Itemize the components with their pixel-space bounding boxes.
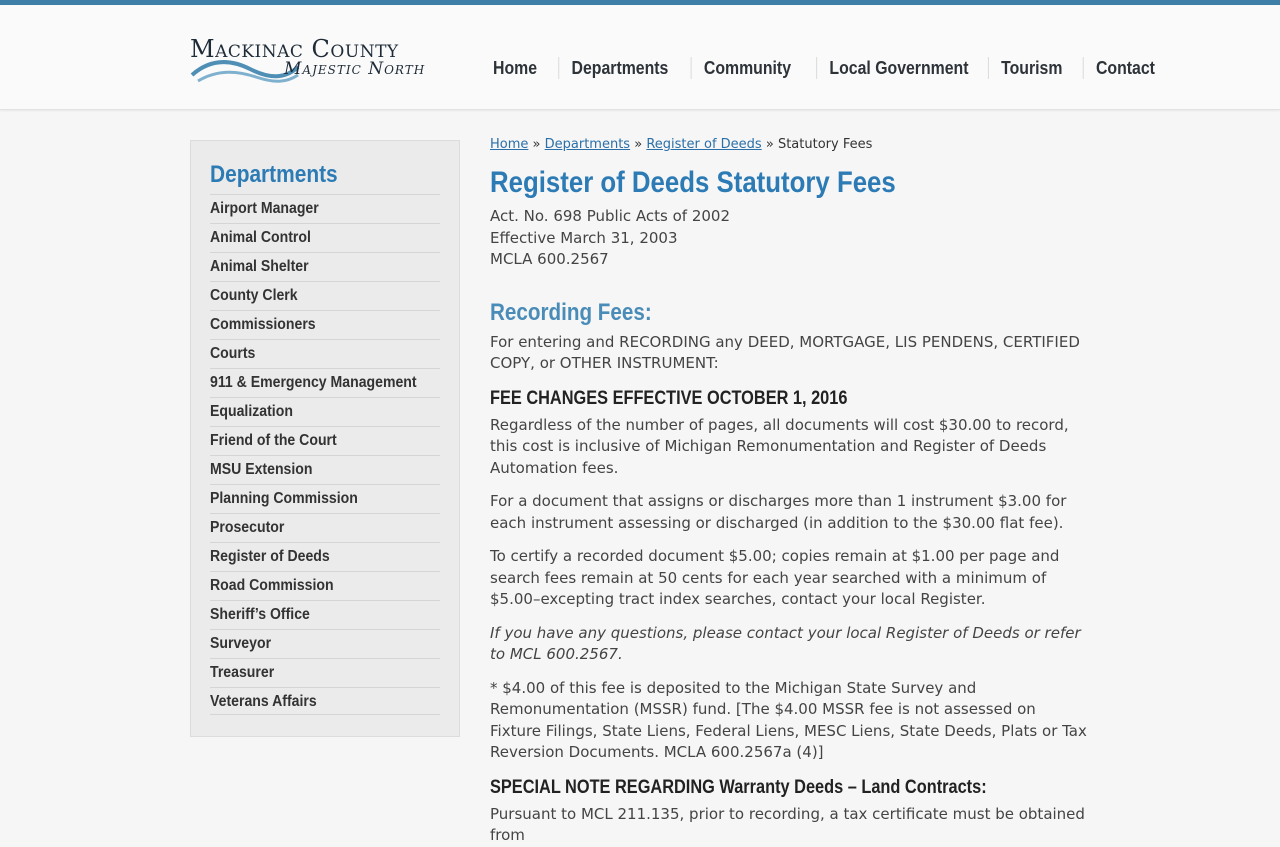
sidebar-item-equalization[interactable]: Equalization — [210, 397, 440, 425]
fee-paragraph-assign: For a document that assigns or discharges more than 1 instrument $3.00 for each instrument assessing or discharged (in addition to the $30.00 flat fee). — [490, 492, 1067, 532]
fee-paragraph-flat: Regardless of the number of pages, all documents will cost $30.00 to record, this cost is inclusive of Michigan Remonumentation and Register of Deeds Automation fees. — [490, 415, 1069, 477]
recording-fees-heading: Recording Fees: — [490, 298, 652, 326]
sidebar-item-treasurer[interactable]: Treasurer — [210, 658, 440, 686]
mssr-footnote: * $4.00 of this fee is deposited to the Michigan State Survey and Remonumentation (MSSR) fund. [The $4.00 MSSR fee is not assessed on Fixture Filings, State Liens, Federal Liens, MESC Liens, State Deeds, Plats or Tax Reversion Documents. MCLA 600.2567a (4)] — [490, 678, 1087, 761]
fee-paragraph-certify: To certify a recorded document $5.00; copies remain at $1.00 per page and search fees remain at 50 cents for each year searched with a minimum of $5.00–excepting tract index searches, contact your local Register. — [490, 547, 1060, 608]
site-header — [0, 5, 1280, 110]
sidebar-item-courts[interactable]: Courts — [210, 339, 440, 367]
sidebar-item-veterans-affairs[interactable]: Veterans Affairs — [210, 687, 440, 715]
sidebar-item-planning-commission[interactable]: Planning Commission — [210, 484, 440, 512]
breadcrumb-current: Statutory Fees — [777, 137, 873, 152]
sidebar-item-animal-shelter[interactable]: Animal Shelter — [210, 252, 440, 280]
sidebar-item-commissioners[interactable]: Commissioners — [210, 310, 440, 338]
main-nav — [476, 57, 1173, 79]
sidebar-title[interactable]: Departments — [210, 161, 338, 188]
questions-note: If you have any questions, please contact your local Register of Deeds or refer to MCL 600.2567. — [490, 623, 1081, 663]
breadcrumb-register-of-deeds[interactable]: Register of Deeds — [646, 137, 762, 152]
sidebar-item-emergency-management[interactable]: 911 & Emergency Management — [210, 368, 440, 396]
act-details — [490, 206, 1090, 271]
main-content — [490, 136, 1090, 847]
nav-community[interactable]: Community — [691, 57, 804, 79]
breadcrumb-departments[interactable]: Departments — [544, 137, 631, 152]
fee-changes-heading: FEE CHANGES EFFECTIVE OCTOBER 1, 2016 — [490, 387, 848, 409]
breadcrumb-home[interactable]: Home — [490, 137, 529, 152]
special-note-heading: SPECIAL NOTE REGARDING Warranty Deeds – Land Contracts: — [490, 776, 987, 798]
recording-intro: For entering and RECORDING any DEED, MORTGAGE, LIS PENDENS, CERTIFIED COPY, or OTHER INSTRUMENT: — [490, 332, 1080, 372]
nav-tourism[interactable]: Tourism — [988, 57, 1075, 79]
site-logo[interactable] — [190, 35, 462, 85]
act-number: Act. No. 698 Public Acts of 2002 — [490, 207, 730, 225]
nav-home[interactable]: Home — [493, 58, 538, 78]
breadcrumb-separator: » — [765, 137, 774, 152]
sidebar-item-prosecutor[interactable]: Prosecutor — [210, 513, 440, 541]
nav-local-government[interactable]: Local Government — [816, 57, 981, 79]
breadcrumb-separator: » — [634, 137, 643, 152]
sidebar-item-friend-of-the-court[interactable]: Friend of the Court — [210, 426, 440, 454]
logo-title: Mackinac County — [190, 35, 399, 63]
effective-date: Effective March 31, 2003 — [490, 228, 678, 247]
page-title: Register of Deeds Statutory Fees — [490, 166, 896, 199]
sidebar-item-surveyor[interactable]: Surveyor — [210, 629, 440, 657]
sidebar-item-road-commission[interactable]: Road Commission — [210, 571, 440, 599]
mcla-reference: MCLA 600.2567 — [490, 250, 609, 268]
tax-certificate-paragraph: Pursuant to MCL 211.135, prior to recording, a tax certificate must be obtained from — [490, 804, 1085, 844]
sidebar-item-msu-extension[interactable]: MSU Extension — [210, 455, 440, 483]
breadcrumb — [490, 136, 1090, 154]
sidebar-item-sheriffs-office[interactable]: Sheriff’s Office — [210, 600, 440, 628]
sidebar-item-airport-manager[interactable]: Airport Manager — [210, 194, 440, 222]
sidebar-menu — [210, 194, 440, 715]
sidebar-item-animal-control[interactable]: Animal Control — [210, 223, 440, 251]
nav-departments[interactable]: Departments — [558, 57, 680, 79]
sidebar-item-county-clerk[interactable]: County Clerk — [210, 281, 440, 309]
sidebar — [190, 140, 460, 737]
nav-contact[interactable]: Contact — [1083, 57, 1167, 79]
breadcrumb-separator: » — [532, 137, 541, 152]
sidebar-item-register-of-deeds[interactable]: Register of Deeds — [210, 542, 440, 570]
logo-subtitle: Majestic North — [284, 59, 426, 79]
